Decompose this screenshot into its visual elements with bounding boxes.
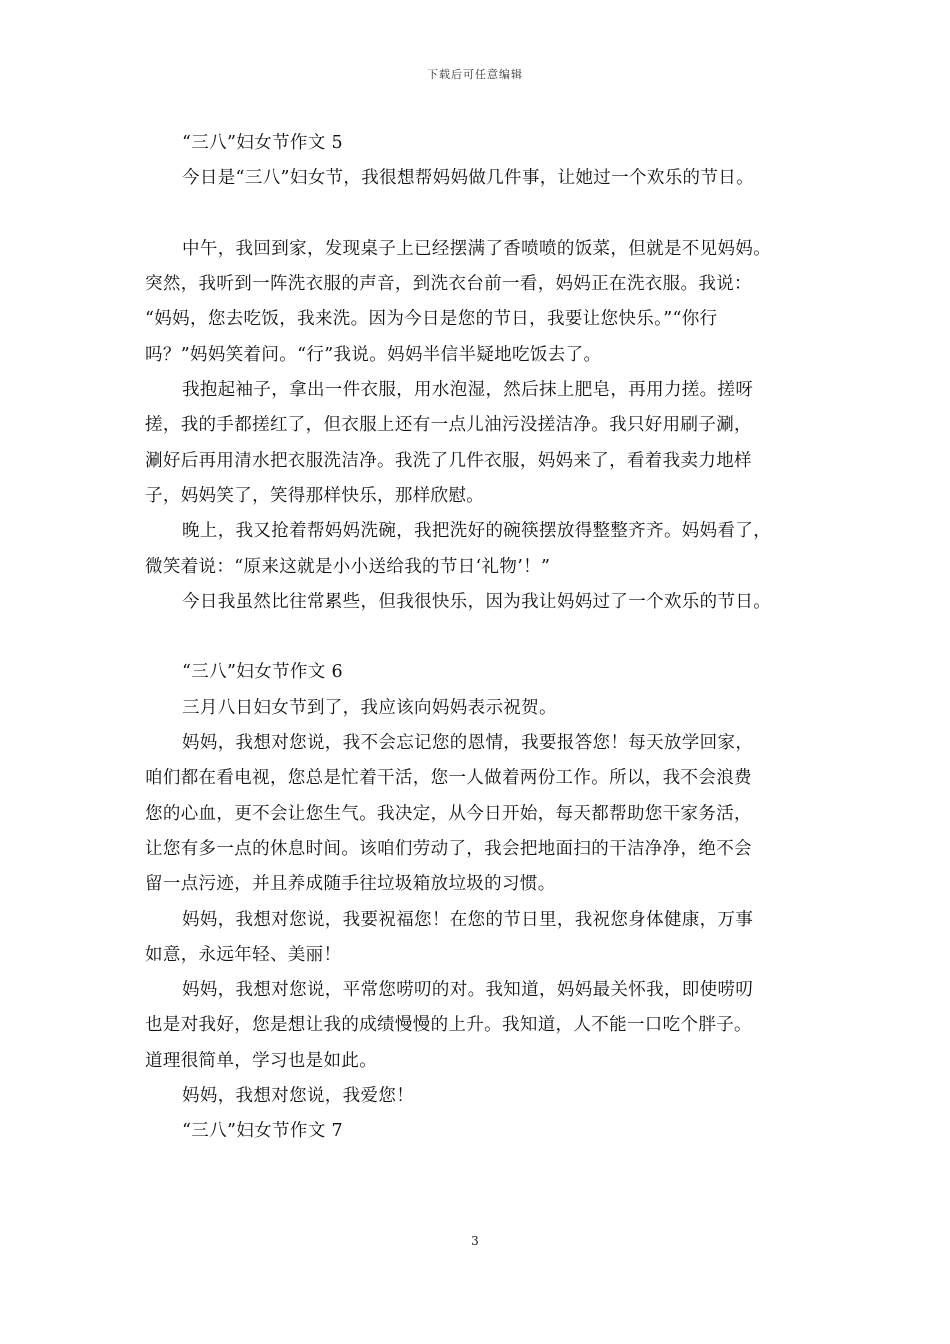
paragraph-line: 搓，我的手都搓红了，但衣服上还有一点儿油污没搓洁净。我只好用刷子涮，	[145, 415, 752, 436]
paragraph-line: 妈妈，我想对您说，我爱您！	[182, 1086, 415, 1107]
paragraph-line: 咱们都在看电视，您总是忙着干活，您一人做着两份工作。所以，我不会浪费	[145, 768, 752, 789]
paragraph-line: 晚上，我又抢着帮妈妈洗碗，我把洗好的碗筷摆放得整整齐齐。妈妈看了，	[182, 521, 772, 542]
paragraph-line: 三月八日妇女节到了，我应该向妈妈表示祝贺。	[182, 697, 557, 718]
paragraph-line: 涮好后再用清水把衣服洗洁净。我洗了几件衣服，妈妈来了，看着我卖力地样	[145, 450, 752, 471]
essay-title-5: “三八”妇女节作文 5	[182, 133, 343, 153]
paragraph-line: 突然，我听到一阵洗衣服的声音，到洗衣台前一看，妈妈正在洗衣服。我说：	[145, 274, 752, 295]
blank-line	[145, 197, 813, 232]
paragraph-line: 中午，我回到家，发现桌子上已经摆满了香喷喷的饭菜，但就是不见妈妈。	[182, 238, 772, 259]
paragraph-line: “妈妈，您去吃饭，我来洗。因为今日是您的节日，我要让您快乐。”“你行	[145, 309, 718, 330]
paragraph-line: 今日我虽然比往常累些，但我很快乐，因为我让妈妈过了一个欢乐的节日。	[182, 591, 772, 612]
paragraph-line: 吗？”妈妈笑着问。“行”我说。妈妈半信半疑地吃饭去了。	[145, 344, 602, 365]
paragraph-line: 道理很简单，学习也是如此。	[145, 1050, 378, 1071]
paragraph-line: 我抱起袖子，拿出一件衣服，用水泡湿，然后抹上肥皂，再用力搓。搓呀	[182, 380, 754, 401]
paragraph-line: 妈妈，我想对您说，我要祝福您！在您的节日里，我祝您身体健康，万事	[182, 909, 754, 930]
paragraph-line: 今日是“三八”妇女节，我很想帮妈妈做几件事，让她过一个欢乐的节日。	[182, 168, 754, 189]
paragraph-line: 如意，永远年轻、美丽！	[145, 944, 342, 965]
blank-line	[145, 620, 813, 655]
paragraph-line: 妈妈，我想对您说，平常您唠叨的对。我知道，妈妈最关怀我，即使唠叨	[182, 980, 754, 1001]
paragraph-line: 子，妈妈笑了，笑得那样快乐，那样欣慰。	[145, 485, 485, 506]
essay-title-6: “三八”妇女节作文 6	[182, 662, 343, 683]
header-note: 下载后可任意编辑	[427, 68, 523, 81]
essay-title-7: “三八”妇女节作文 7	[182, 1121, 343, 1142]
page-number: 3	[471, 1234, 479, 1248]
paragraph-line: 留一点污迹，并且养成随手往垃圾箱放垃圾的习惯。	[145, 874, 556, 895]
paragraph-line: 微笑着说：“原来这就是小小送给我的节日‘礼物’！”	[145, 556, 551, 577]
paragraph-line: 让您有多一点的休息时间。该咱们劳动了，我会把地面扫的干洁净净，绝不会	[145, 838, 752, 859]
document-body	[145, 126, 813, 1150]
paragraph-line: 妈妈，我想对您说，我不会忘记您的恩情，我要报答您！每天放学回家，	[182, 733, 754, 754]
paragraph-line: 您的心血，更不会让您生气。我决定，从今日开始，每天都帮助您干家务活，	[145, 803, 752, 824]
paragraph-line: 也是对我好，您是想让我的成绩慢慢的上升。我知道，人不能一口吃个胖子。	[145, 1015, 752, 1036]
